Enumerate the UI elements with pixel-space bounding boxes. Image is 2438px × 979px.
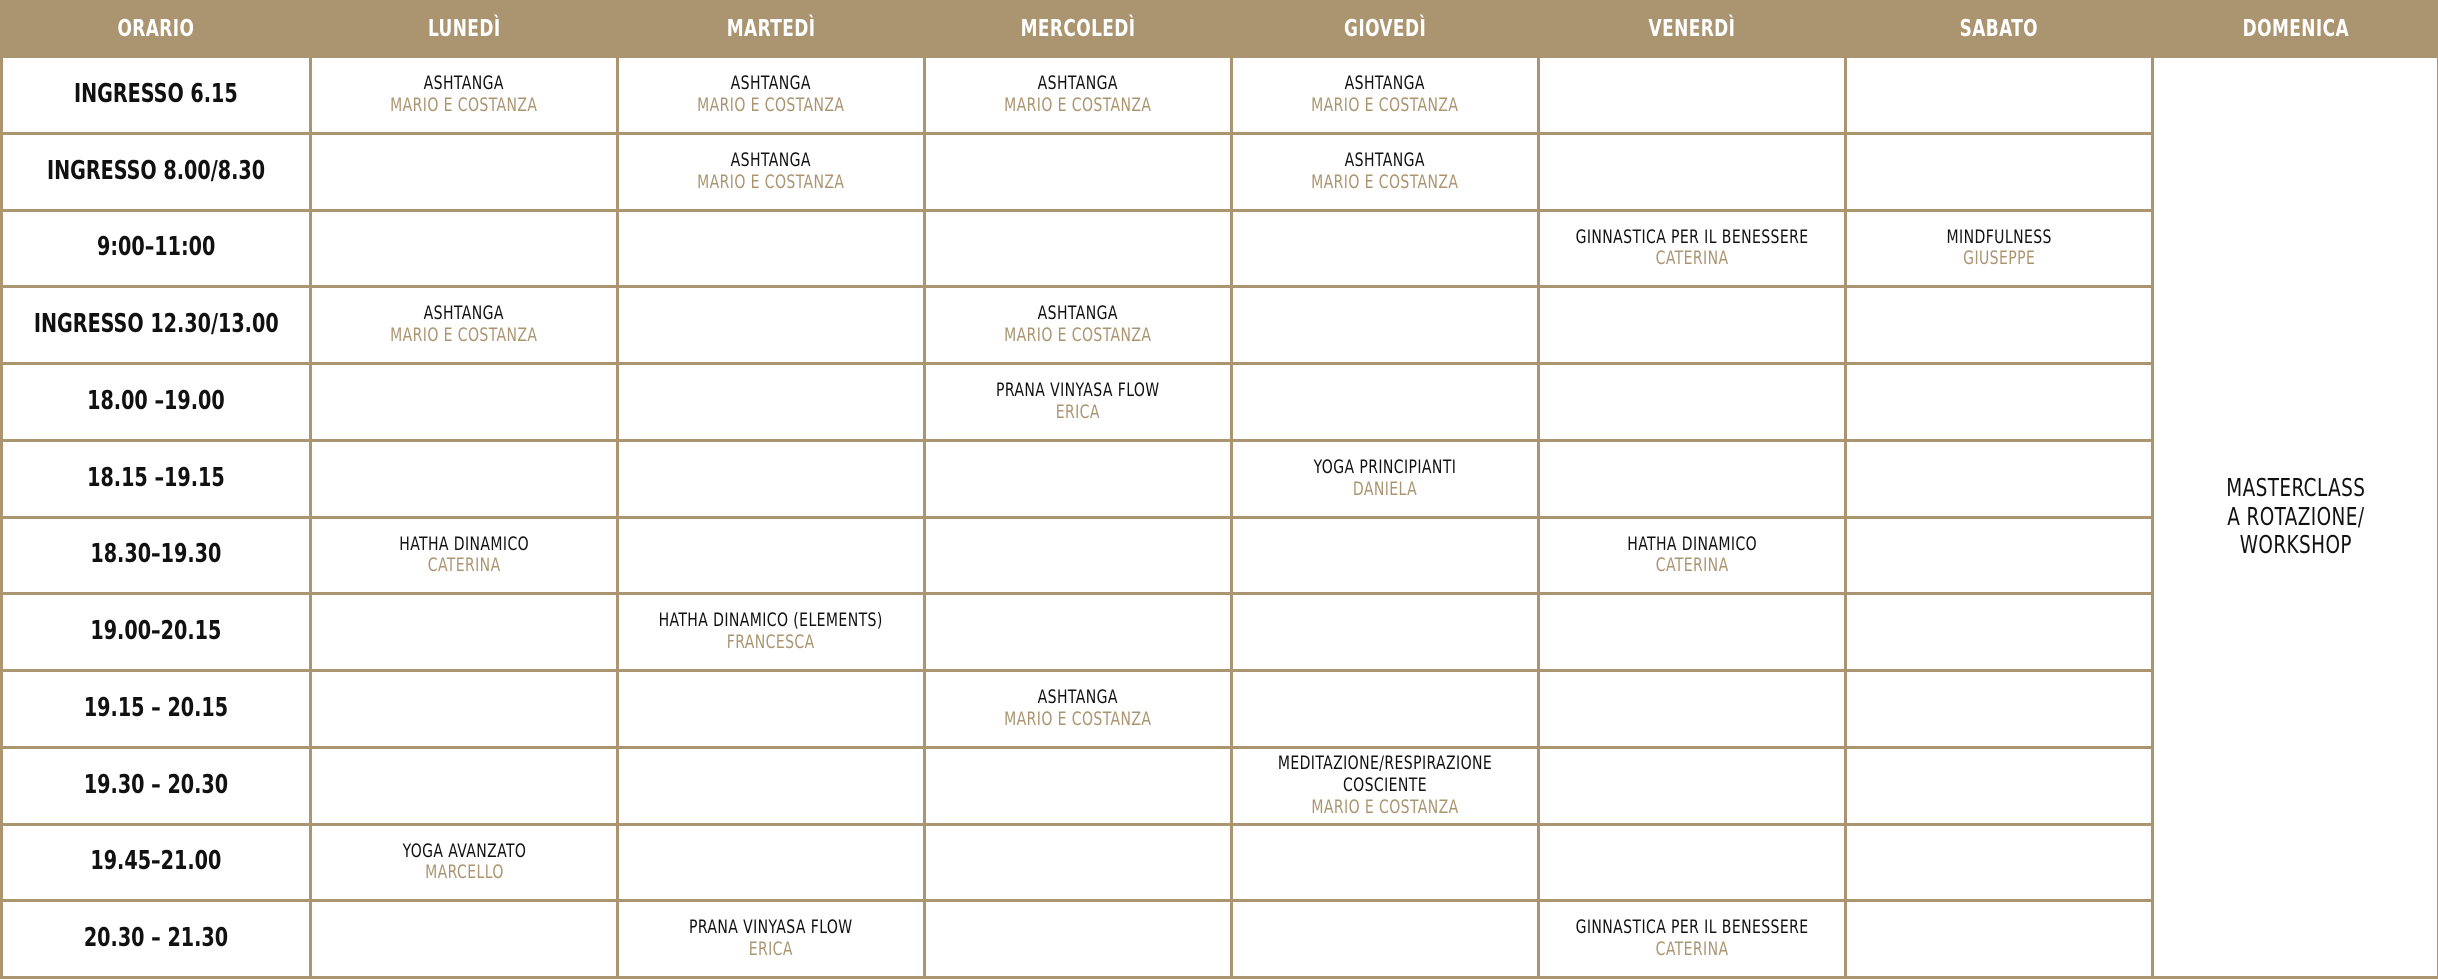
class-cell xyxy=(1232,747,1539,824)
class-cell xyxy=(1232,440,1539,517)
schedule-row xyxy=(2,133,2438,210)
time-slot-cell xyxy=(2,747,311,824)
empty-cell xyxy=(1539,824,1846,901)
empty-cell xyxy=(1232,210,1539,287)
class-name: GINNASTICA PER IL BENESSERE xyxy=(1575,225,1809,248)
class-entry xyxy=(1314,457,1457,501)
empty-cell xyxy=(925,594,1232,671)
instructor-name: ERICA xyxy=(1055,400,1101,423)
empty-cell xyxy=(311,364,618,441)
class-cell xyxy=(925,57,1232,134)
class-cell xyxy=(1232,133,1539,210)
empty-cell xyxy=(311,747,618,824)
empty-cell xyxy=(1846,133,2153,210)
empty-cell xyxy=(1846,901,2153,978)
time-slot-label: 18.30–19.30 xyxy=(90,539,222,570)
time-slot-label: 19.15 – 20.15 xyxy=(83,692,229,723)
instructor-name: MARIO E COSTANZA xyxy=(1004,93,1152,116)
class-name: YOGA AVANZATO xyxy=(402,839,526,862)
class-name: HATHA DINAMICO (ELEMENTS) xyxy=(658,609,884,632)
empty-cell xyxy=(1539,440,1846,517)
class-name: ASHTANGA xyxy=(730,148,812,171)
time-slot-cell xyxy=(2,517,311,594)
instructor-name: MARIO E COSTANZA xyxy=(1311,795,1459,818)
class-name: MEDITAZIONE/RESPIRAZIONE COSCIENTE xyxy=(1277,751,1493,796)
schedule-row xyxy=(2,517,2438,594)
sunday-note-line: A ROTAZIONE/ xyxy=(2226,501,2365,531)
class-entry xyxy=(1311,73,1458,117)
instructor-name: ERICA xyxy=(748,938,794,961)
schedule-row xyxy=(2,671,2438,748)
empty-cell xyxy=(1232,671,1539,748)
class-name: GINNASTICA PER IL BENESSERE xyxy=(1575,916,1809,939)
time-slot-label: 20.30 – 21.30 xyxy=(83,923,229,954)
schedule-body xyxy=(2,57,2438,978)
empty-cell xyxy=(311,210,618,287)
empty-cell xyxy=(925,901,1232,978)
instructor-name: MARCELLO xyxy=(424,861,504,884)
empty-cell xyxy=(1846,57,2153,134)
instructor-name: MARIO E COSTANZA xyxy=(1004,707,1152,730)
schedule-row xyxy=(2,440,2438,517)
empty-cell xyxy=(618,287,925,364)
header-orario: ORARIO xyxy=(2,2,311,57)
class-cell xyxy=(925,364,1232,441)
class-entry xyxy=(1576,917,1809,961)
class-entry xyxy=(1311,150,1458,194)
class-name: HATHA DINAMICO xyxy=(399,532,529,555)
header-lunedi: LUNEDÌ xyxy=(311,2,618,57)
class-cell xyxy=(618,901,925,978)
class-cell xyxy=(311,517,618,594)
header-row xyxy=(2,2,2438,57)
time-slot-cell xyxy=(2,287,311,364)
empty-cell xyxy=(1539,747,1846,824)
class-entry xyxy=(996,380,1160,424)
time-slot-cell xyxy=(2,210,311,287)
class-cell xyxy=(1232,57,1539,134)
empty-cell xyxy=(311,133,618,210)
time-slot-label: INGRESSO 8.00/8.30 xyxy=(46,155,266,186)
empty-cell xyxy=(1539,671,1846,748)
empty-cell xyxy=(1539,287,1846,364)
empty-cell xyxy=(925,440,1232,517)
empty-cell xyxy=(1846,594,2153,671)
instructor-name: MARIO E COSTANZA xyxy=(1311,93,1459,116)
class-entry xyxy=(1004,73,1151,117)
class-name: ASHTANGA xyxy=(1344,72,1426,95)
class-name: ASHTANGA xyxy=(423,72,505,95)
empty-cell xyxy=(925,517,1232,594)
instructor-name: CATERINA xyxy=(427,554,501,577)
schedule-row xyxy=(2,594,2438,671)
class-cell xyxy=(1539,517,1846,594)
class-entry xyxy=(390,73,537,117)
empty-cell xyxy=(618,440,925,517)
empty-cell xyxy=(1846,364,2153,441)
empty-cell xyxy=(925,133,1232,210)
instructor-name: MARIO E COSTANZA xyxy=(390,324,538,347)
class-name: ASHTANGA xyxy=(1037,686,1119,709)
sunday-note-line: MASTERCLASS xyxy=(2225,472,2366,502)
class-cell xyxy=(311,57,618,134)
class-name: HATHA DINAMICO xyxy=(1627,532,1757,555)
sunday-note-line: WORKSHOP xyxy=(2239,530,2352,560)
instructor-name: MARIO E COSTANZA xyxy=(390,93,538,116)
instructor-name: CATERINA xyxy=(1655,938,1729,961)
class-entry xyxy=(697,73,844,117)
instructor-name: DANIELA xyxy=(1352,477,1418,500)
empty-cell xyxy=(618,671,925,748)
time-slot-cell xyxy=(2,901,311,978)
class-entry xyxy=(1946,227,2051,271)
empty-cell xyxy=(618,824,925,901)
class-entry xyxy=(399,534,529,578)
empty-cell xyxy=(1846,287,2153,364)
time-slot-cell xyxy=(2,671,311,748)
time-slot-cell xyxy=(2,57,311,134)
class-entry xyxy=(390,303,537,347)
empty-cell xyxy=(1846,517,2153,594)
schedule-row xyxy=(2,210,2438,287)
empty-cell xyxy=(1846,440,2153,517)
class-cell xyxy=(925,671,1232,748)
class-entry xyxy=(1004,303,1151,347)
time-slot-label: INGRESSO 6.15 xyxy=(74,78,238,109)
schedule-row xyxy=(2,824,2438,901)
schedule-row xyxy=(2,901,2438,978)
instructor-name: MARIO E COSTANZA xyxy=(1311,170,1459,193)
class-entry xyxy=(689,917,853,961)
schedule-row xyxy=(2,747,2438,824)
empty-cell xyxy=(1232,517,1539,594)
class-entry xyxy=(1627,534,1757,578)
instructor-name: GIUSEPPE xyxy=(1962,247,2036,270)
instructor-name: MARIO E COSTANZA xyxy=(697,170,845,193)
empty-cell xyxy=(311,594,618,671)
empty-cell xyxy=(925,210,1232,287)
class-entry xyxy=(659,610,883,654)
class-cell xyxy=(311,824,618,901)
instructor-name: CATERINA xyxy=(1655,554,1729,577)
class-cell xyxy=(1539,210,1846,287)
time-slot-label: INGRESSO 12.30/13.00 xyxy=(33,309,279,340)
empty-cell xyxy=(925,824,1232,901)
instructor-name: MARIO E COSTANZA xyxy=(697,93,845,116)
time-slot-cell xyxy=(2,133,311,210)
class-name: PRANA VINYASA FLOW xyxy=(996,379,1160,402)
class-entry xyxy=(402,841,526,885)
sunday-note xyxy=(2226,474,2365,560)
empty-cell xyxy=(311,440,618,517)
class-entry xyxy=(1576,227,1809,271)
empty-cell xyxy=(1539,57,1846,134)
empty-cell xyxy=(618,364,925,441)
class-name: PRANA VINYASA FLOW xyxy=(689,916,853,939)
time-slot-label: 18.00 –19.00 xyxy=(87,385,225,416)
class-cell xyxy=(618,594,925,671)
class-cell xyxy=(1539,901,1846,978)
empty-cell xyxy=(1232,364,1539,441)
schedule-row xyxy=(2,364,2438,441)
class-name: MINDFULNESS xyxy=(1946,225,2052,248)
class-cell xyxy=(618,57,925,134)
empty-cell xyxy=(618,517,925,594)
empty-cell xyxy=(1846,747,2153,824)
header-domenica: DOMENICA xyxy=(2153,2,2438,57)
schedule-row xyxy=(2,287,2438,364)
class-cell xyxy=(311,287,618,364)
time-slot-cell xyxy=(2,594,311,671)
instructor-name: MARIO E COSTANZA xyxy=(1004,324,1152,347)
empty-cell xyxy=(311,901,618,978)
time-slot-label: 9:00–11:00 xyxy=(96,232,216,263)
header-venerdi: VENERDÌ xyxy=(1539,2,1846,57)
empty-cell xyxy=(1846,824,2153,901)
empty-cell xyxy=(1232,824,1539,901)
header-martedi: MARTEDÌ xyxy=(618,2,925,57)
empty-cell xyxy=(925,747,1232,824)
instructor-name: FRANCESCA xyxy=(727,631,815,654)
instructor-name: CATERINA xyxy=(1655,247,1729,270)
empty-cell xyxy=(1232,287,1539,364)
class-entry xyxy=(1004,687,1151,731)
empty-cell xyxy=(618,210,925,287)
class-name: ASHTANGA xyxy=(1037,302,1119,325)
empty-cell xyxy=(311,671,618,748)
class-cell xyxy=(618,133,925,210)
class-cell xyxy=(925,287,1232,364)
empty-cell xyxy=(1232,901,1539,978)
class-name: ASHTANGA xyxy=(1344,148,1426,171)
time-slot-label: 19.00–20.15 xyxy=(90,616,222,647)
time-slot-cell xyxy=(2,824,311,901)
class-name: ASHTANGA xyxy=(423,302,505,325)
class-name: YOGA PRINCIPIANTI xyxy=(1313,455,1457,478)
schedule-row xyxy=(2,57,2438,134)
time-slot-label: 18.15 –19.15 xyxy=(87,462,225,493)
empty-cell xyxy=(1539,594,1846,671)
class-name: ASHTANGA xyxy=(1037,72,1119,95)
empty-cell xyxy=(1232,594,1539,671)
time-slot-cell xyxy=(2,440,311,517)
class-cell xyxy=(1846,210,2153,287)
empty-cell xyxy=(1539,133,1846,210)
time-slot-label: 19.30 – 20.30 xyxy=(83,769,229,800)
class-entry xyxy=(697,150,844,194)
header-mercoledi: MERCOLEDÌ xyxy=(925,2,1232,57)
time-slot-label: 19.45–21.00 xyxy=(90,846,222,877)
empty-cell xyxy=(618,747,925,824)
time-slot-cell xyxy=(2,364,311,441)
empty-cell xyxy=(1846,671,2153,748)
sunday-masterclass-cell xyxy=(2153,57,2438,978)
class-entry xyxy=(1260,753,1509,819)
class-name: ASHTANGA xyxy=(730,72,812,95)
header-sabato: SABATO xyxy=(1846,2,2153,57)
empty-cell xyxy=(1539,364,1846,441)
header-giovedi: GIOVEDÌ xyxy=(1232,2,1539,57)
